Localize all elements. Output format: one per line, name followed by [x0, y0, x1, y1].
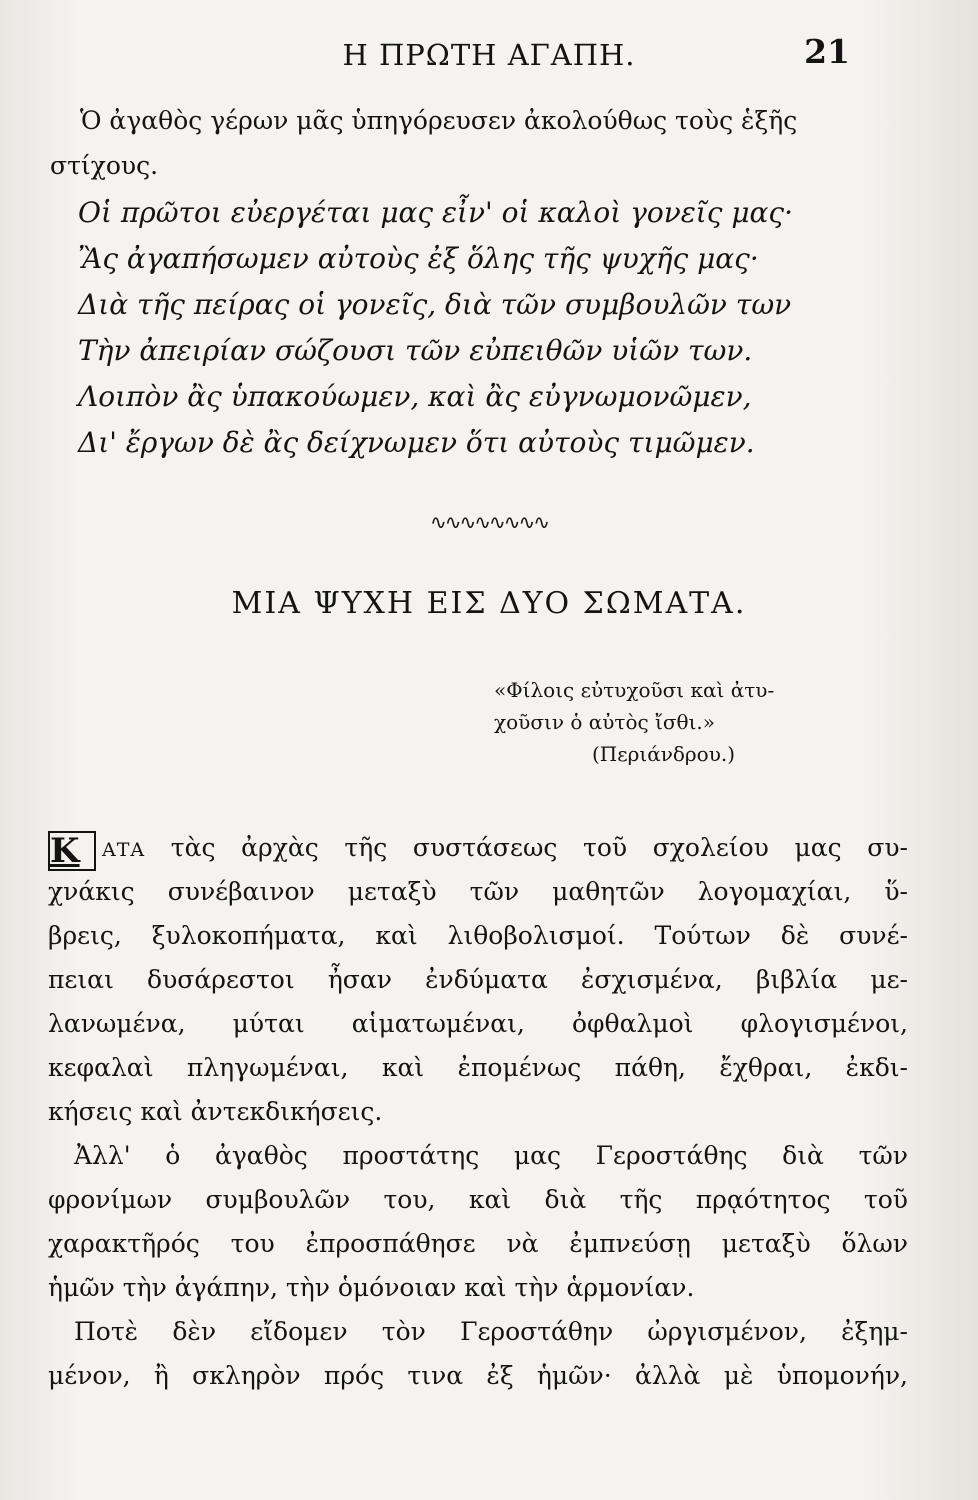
body-line-text: τὰς ἀρχὰς τῆς συστάσεως τοῦ σχολείου μας συ-: [145, 833, 908, 862]
body-line: χνάκις συνέβαινον μεταξὺ τῶν μαθητῶν λογομαχίαι, ὕ-: [48, 877, 908, 906]
body-line: φρονίμων συμβουλῶν του, καὶ διὰ τῆς πρᾳότητος τοῦ: [48, 1185, 908, 1214]
body-line: μένον, ἢ σκληρὸν πρός τινα ἐξ ἡμῶν· ἀλλὰ μὲ ὑπομονήν,: [48, 1361, 908, 1390]
drop-cap: K: [48, 831, 96, 871]
body-line: χαρακτῆρός του ἐπροσπάθησε νὰ ἐμπνεύσῃ μεταξὺ ὅλων: [48, 1229, 908, 1258]
body-line: βρεις, ξυλοκοπήματα, καὶ λιθοβολισμοί. Τούτων δὲ συνέ-: [48, 921, 908, 950]
body-line: λανωμένα, μύται αἱματωμέναι, ὀφθαλμοὶ φλογισμένοι,: [48, 1009, 908, 1038]
poem-line: Τὴν ἀπειρίαν σώζουσι τῶν εὐπειθῶν υἱῶν των.: [78, 334, 753, 367]
poem: [78, 190, 878, 466]
body-line-first: [48, 826, 908, 870]
body-line: πειαι δυσάρεστοι ἦσαν ἐνδύματα ἐσχισμένα, βιβλία με-: [48, 965, 908, 994]
body-line: Ποτὲ δὲν εἴδομεν τὸν Γεροστάθην ὠργισμένον, ἐξημ-: [74, 1317, 908, 1346]
section-title: ΜΙΑ ΨΥΧΗ ΕΙΣ ΔΥΟ ΣΩΜΑΤΑ.: [231, 586, 747, 621]
poem-line: Οἱ πρῶτοι εὐεργέται μας εἶν' οἱ καλοὶ γονεῖς μας·: [78, 196, 794, 229]
first-word-rest: ΑΤΑ: [102, 839, 146, 861]
intro-paragraph: Ὁ ἀγαθὸς γέρων μᾶς ὑπηγόρευσεν ἀκολούθως τοὺς ἑξῆς στίχους.: [50, 106, 798, 180]
body-line: Ἀλλ' ὁ ἀγαθὸς προστάτης μας Γεροστάθης διὰ τῶν: [74, 1141, 908, 1170]
body-line: ἡμῶν τὴν ἀγάπην, τὴν ὁμόνοιαν καὶ τὴν ἁρμονίαν.: [48, 1273, 695, 1302]
epigraph-line: «Φίλοις εὐτυχοῦσι καὶ ἀτυ-: [494, 678, 775, 702]
poem-line: Ἂς ἀγαπήσωμεν αὐτοὺς ἐξ ὅλης τῆς ψυχῆς μας·: [78, 242, 759, 275]
page-number: 21: [804, 32, 850, 71]
poem-line: Λοιπὸν ἂς ὑπακούωμεν, καὶ ἂς εὐγνωμονῶμεν,: [78, 380, 752, 413]
epigraph-line: χοῦσιν ὁ αὐτὸς ἴσθι.»: [494, 710, 716, 734]
epigraph-source: (Περιάνδρου.): [592, 742, 736, 766]
body-line: κεφαλαὶ πληγωμέναι, καὶ ἐπομένως πάθη, ἔχθραι, ἐκδι-: [48, 1053, 908, 1082]
poem-line: Δι' ἔργων δὲ ἂς δείχνωμεν ὅτι αὐτοὺς τιμῶμεν.: [78, 426, 755, 459]
poem-line: Διὰ τῆς πείρας οἱ γονεῖς, διὰ τῶν συμβουλῶν των: [78, 288, 792, 321]
epigraph: [494, 674, 854, 770]
body-text: [48, 826, 908, 1398]
body-line: κήσεις καὶ ἀντεκδικήσεις.: [48, 1097, 383, 1126]
ornamental-divider: ∿∿∿∿∿∿∿∿: [429, 510, 549, 534]
running-title: Η ΠΡΩΤΗ ΑΓΑΠΗ.: [342, 38, 636, 72]
running-header: [0, 32, 978, 82]
